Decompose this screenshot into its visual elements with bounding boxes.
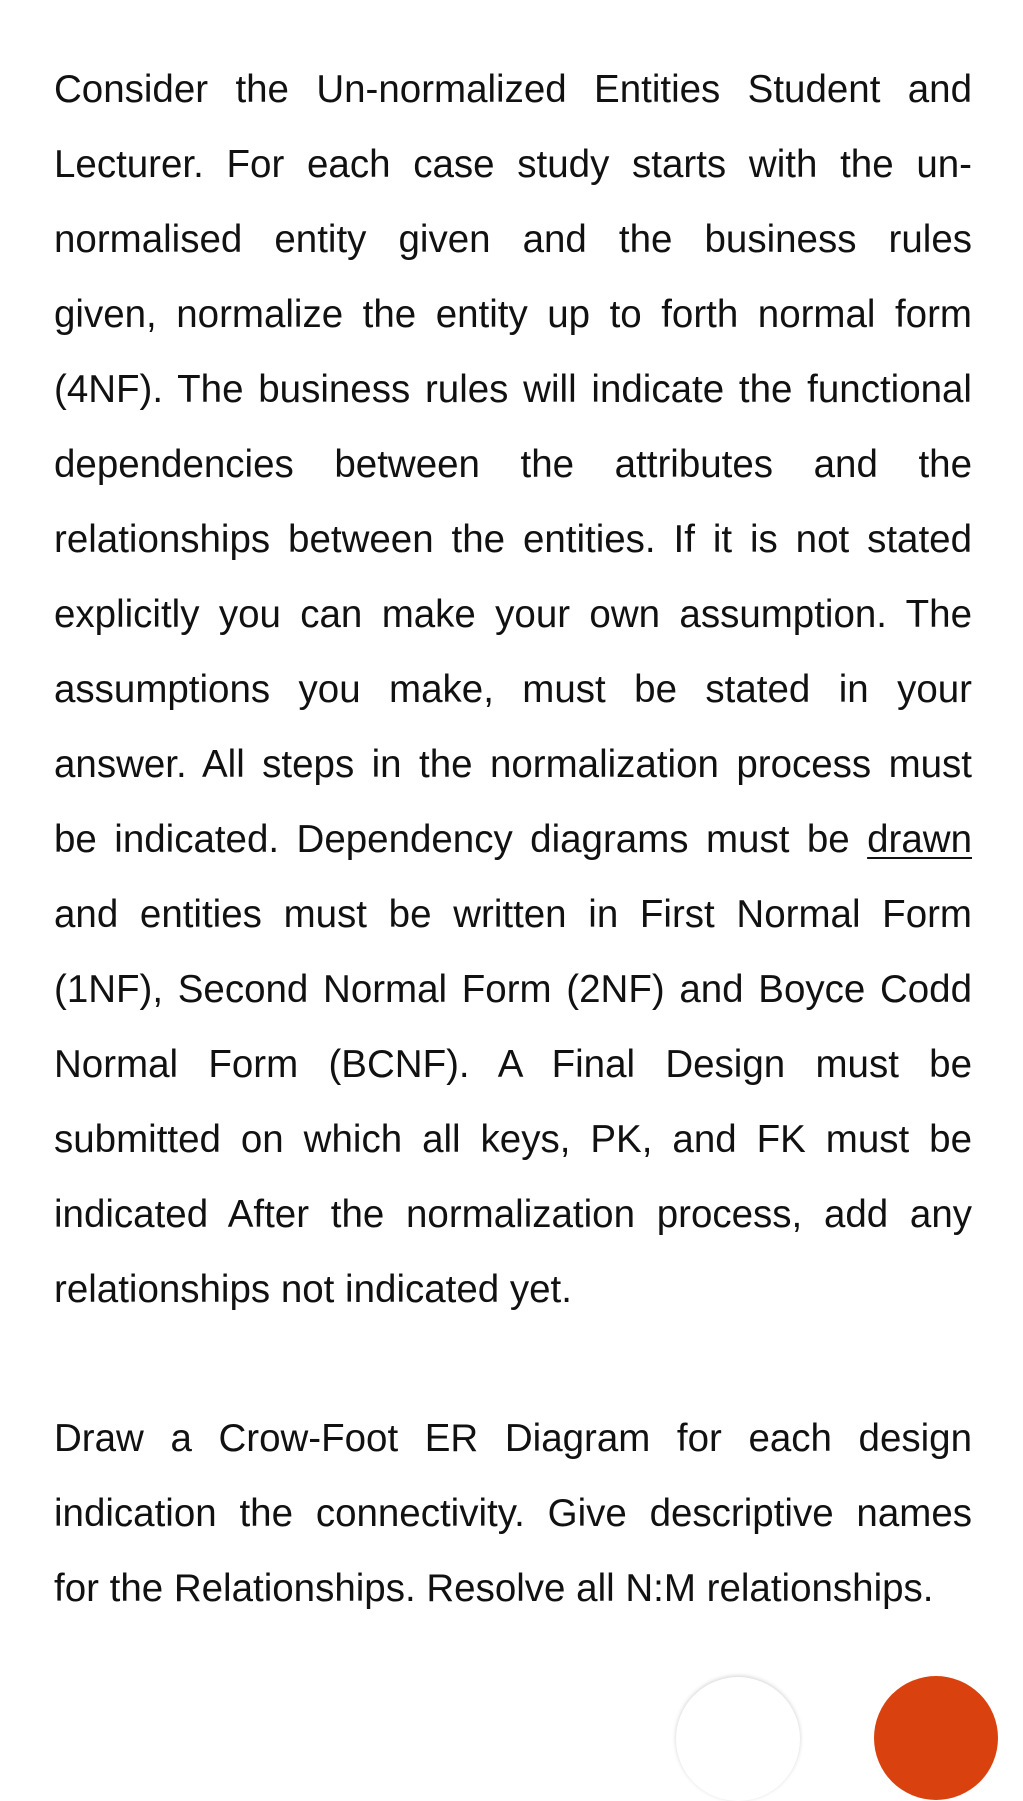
- text-line: (4NF). The business rules will indicate the functional: [54, 368, 972, 411]
- text-line: for the Relationships. Resolve all N:M relationships.: [54, 1567, 934, 1610]
- text-line: Draw a Crow-Foot ER Diagram for each design: [54, 1417, 972, 1460]
- underlined-word: drawn: [867, 818, 972, 861]
- text-line: answer. All steps in the normalization process must: [54, 743, 972, 786]
- secondary-floating-button[interactable]: [676, 1677, 800, 1801]
- primary-floating-button[interactable]: [874, 1676, 998, 1800]
- text-line: (1NF), Second Normal Form (2NF) and Boyce Codd: [54, 968, 972, 1011]
- text-line: relationships between the entities. If it is not stated: [54, 518, 972, 561]
- text-line: assumptions you make, must be stated in your: [54, 668, 972, 711]
- paragraph-er-diagram: [54, 1401, 972, 1626]
- text-line: and entities must be written in First Normal Form: [54, 893, 972, 936]
- text-line-with-underline: [54, 802, 972, 877]
- text-line: indicated After the normalization process, add any: [54, 1193, 972, 1236]
- text-line: submitted on which all keys, PK, and FK must be: [54, 1118, 972, 1161]
- text-line: Consider the Un-normalized Entities Student and: [54, 68, 972, 111]
- text-segment: be indicated. Dependency diagrams must be: [54, 818, 868, 861]
- text-line: normalised entity given and the business rules: [54, 218, 972, 261]
- text-line: relationships not indicated yet.: [54, 1268, 572, 1311]
- text-line: explicitly you can make your own assumption. The: [54, 593, 972, 636]
- paragraph-instructions: [54, 52, 972, 1327]
- text-line: dependencies between the attributes and the: [54, 443, 972, 486]
- text-line: given, normalize the entity up to forth normal form: [54, 293, 972, 336]
- text-line: Lecturer. For each case study starts with the un-: [54, 143, 972, 186]
- text-line: indication the connectivity. Give descriptive names: [54, 1492, 972, 1535]
- document-body: [54, 52, 972, 1626]
- text-line: Normal Form (BCNF). A Final Design must be: [54, 1043, 972, 1086]
- paragraph-gap: [54, 1327, 972, 1401]
